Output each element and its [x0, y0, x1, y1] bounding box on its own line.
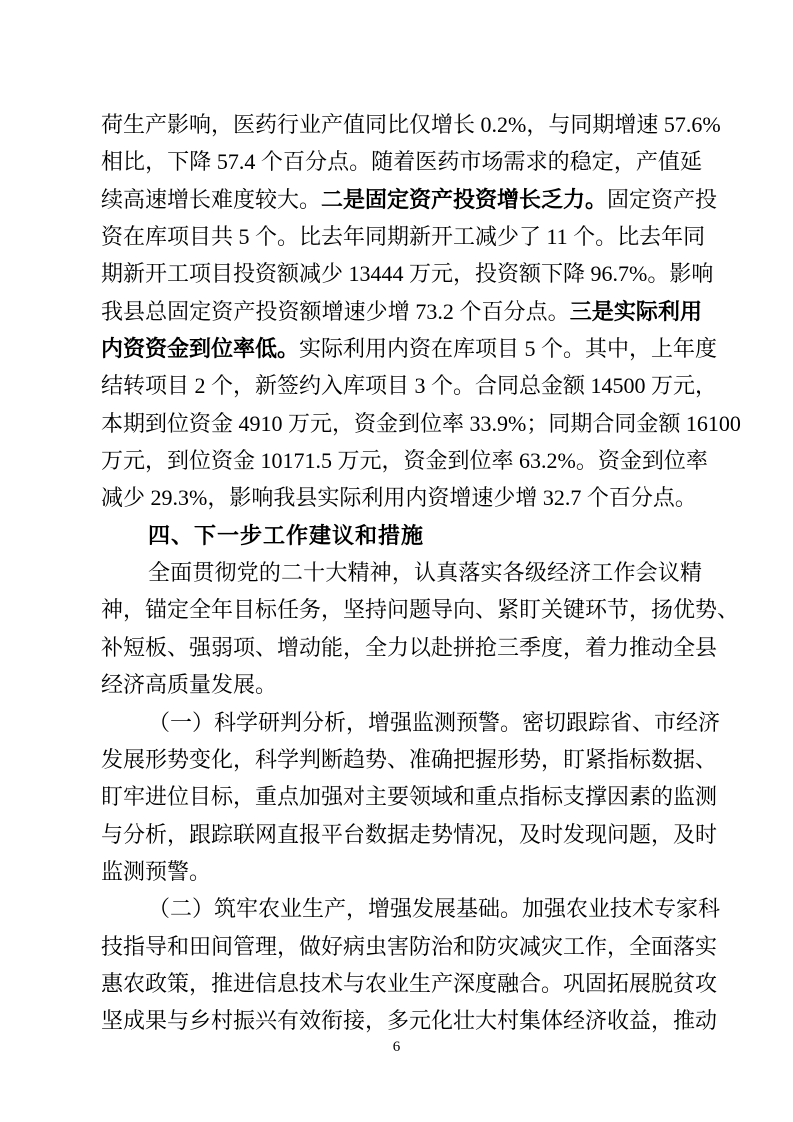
text-segment-bold: 三是实际利用: [569, 298, 702, 324]
text-line: [101, 255, 714, 292]
text-line: [101, 479, 702, 516]
text-segment-normal: 续高速增长难度较大。: [101, 186, 322, 212]
text-segment-normal: 我县总固定资产投资额增速少增 73.2 个百分点。: [101, 298, 570, 324]
text-line: [101, 554, 702, 591]
text-line: [101, 741, 718, 778]
text-line: [101, 405, 741, 442]
text-segment-normal: 与分析，跟踪联网直报平台数据走势情况，及时发现问题，及时: [101, 821, 718, 847]
text-line: [101, 890, 721, 927]
text-segment-normal: 实际利用内资在库项目 5 个。其中，上年度: [299, 336, 718, 362]
text-line: [101, 1002, 718, 1039]
text-segment-normal: 发展形势变化，科学判断趋势、准确把握形势，盯紧指标数据、: [101, 746, 718, 772]
text-segment-normal: 全面贯彻党的二十大精神，认真落实各级经济工作会议精: [148, 560, 702, 586]
text-segment-normal: 期新开工项目投资额减少 13444 万元，投资额下降 96.7%。影响: [101, 261, 714, 287]
text-line: [101, 293, 702, 330]
text-segment-normal: 结转项目 2 个，新签约入库项目 3 个。合同总金额 14500 万元，: [101, 373, 718, 399]
text-line: [101, 367, 718, 404]
text-segment-heading: 四、下一步工作建议和措施: [148, 522, 425, 548]
text-segment-kai: （二）筑牢农业生产，增强发展基础。: [148, 897, 523, 923]
text-segment-normal: 技指导和田间管理，做好病虫害防治和防灾减灾工作，全面落实: [101, 933, 718, 959]
text-segment-normal: 万元，到位资金 10171.5 万元，资金到位率 63.2%。资金到位率: [101, 448, 708, 474]
text-line: [101, 853, 702, 890]
page-number: 6: [392, 1039, 401, 1055]
text-line: [101, 143, 702, 180]
text-line: [101, 218, 706, 255]
text-segment-normal: 监测预警。: [101, 858, 212, 884]
section-heading: [101, 517, 702, 554]
text-line: [101, 330, 718, 367]
text-segment-normal: 坚成果与乡村振兴有效衔接，多元化壮大村集体经济收益，推动: [101, 1008, 718, 1034]
page-footer: [0, 1040, 793, 1055]
text-segment-normal: 相比，下降 57.4 个百分点。随着医药市场需求的稳定，产值延: [101, 149, 702, 175]
text-segment-normal: 本期到位资金 4910 万元，资金到位率 33.9%；同期合同金额 16100: [101, 410, 741, 436]
text-segment-normal: 密切跟踪省、市经济: [522, 709, 721, 735]
text-segment-normal: 盯牢进位目标，重点加强对主要领域和重点指标支撑因素的监测: [101, 784, 718, 810]
text-segment-normal: 补短板、强弱项、增动能，全力以赴拼抢三季度，着力推动全县: [101, 634, 718, 660]
text-line: [101, 629, 718, 666]
text-segment-bold: 内资资金到位率低。: [101, 336, 300, 362]
text-line: [101, 965, 718, 1002]
text-line: [101, 181, 718, 218]
text-segment-normal: 荷生产影响，医药行业产值同比仅增长 0.2%，与同期增速 57.6%: [101, 112, 721, 137]
text-segment-normal: 加强农业技术专家科: [522, 896, 721, 922]
text-line: [101, 106, 721, 143]
text-line: [101, 666, 702, 703]
text-segment-bold: 二是固定资产投资增长乏力。: [321, 186, 608, 212]
document-body: [101, 106, 741, 1040]
text-segment-normal: 神，锚定全年目标任务，坚持问题导向、紧盯关键环节，扬优势、: [101, 597, 740, 623]
text-line: [101, 778, 718, 815]
text-line: [101, 816, 718, 853]
text-line: [101, 704, 721, 741]
text-line: [101, 591, 740, 628]
text-line: [101, 928, 718, 965]
text-segment-normal: 固定资产投: [607, 186, 718, 212]
text-segment-normal: 经济高质量发展。: [101, 672, 278, 698]
text-segment-normal: 资在库项目共 5 个。比去年同期新开工减少了 11 个。比去年同: [101, 224, 706, 250]
text-line: [101, 442, 708, 479]
text-segment-kai: （一）科学研判分析，增强监测预警。: [148, 710, 523, 736]
text-segment-normal: 惠农政策，推进信息技术与农业生产深度融合。巩固拓展脱贫攻: [101, 970, 718, 996]
text-segment-normal: 减少 29.3%，影响我县实际利用内资增速少增 32.7 个百分点。: [101, 485, 697, 511]
